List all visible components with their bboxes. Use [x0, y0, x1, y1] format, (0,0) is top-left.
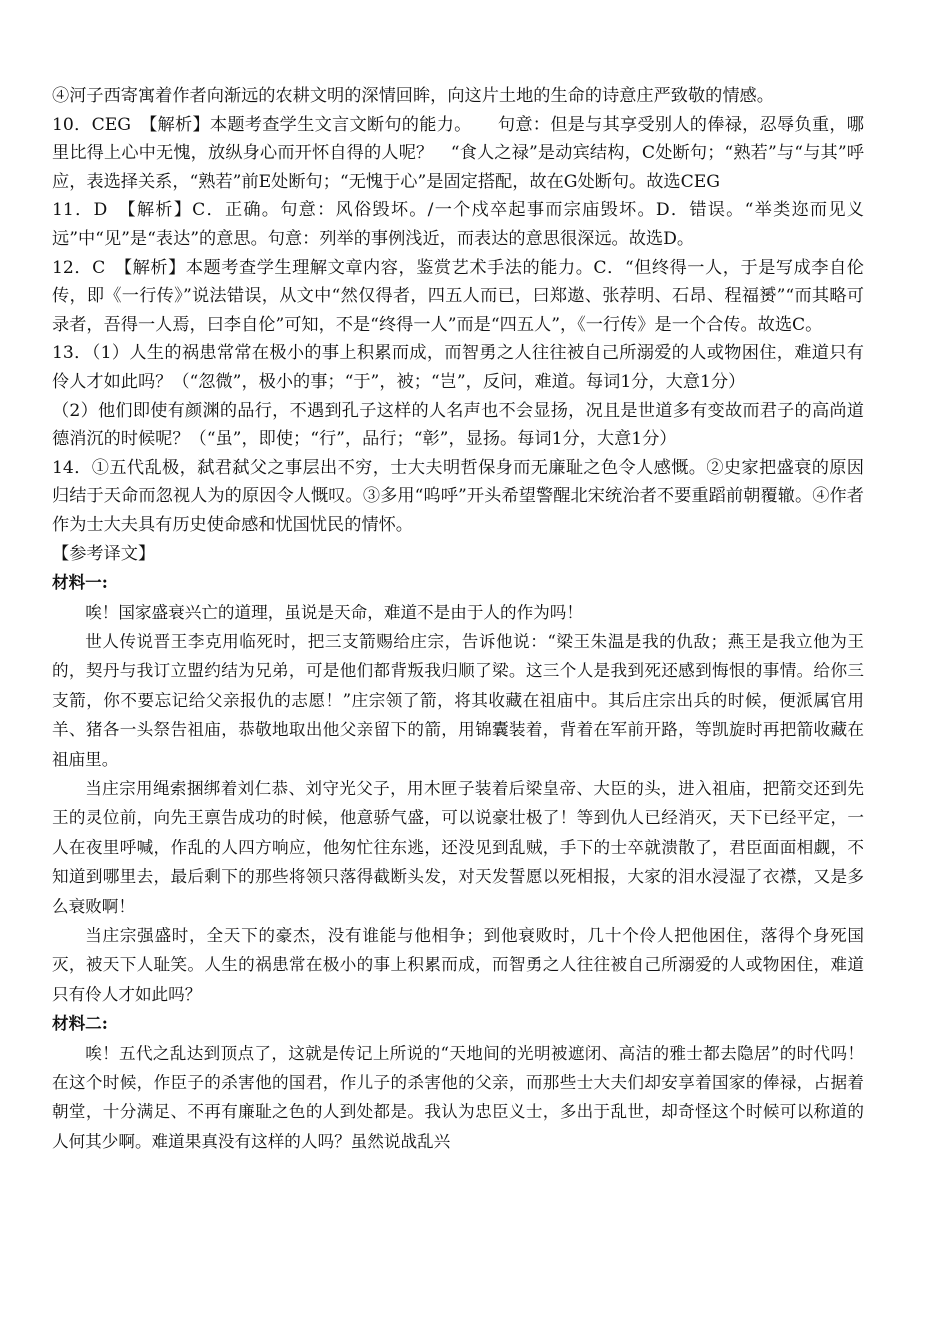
answer-10: 10．CEG 【解析】本题考查学生文言文断句的能力。 句意：但是与其享受别人的俸禄，忍辱负重，哪里比得上心中无愧，放纵身心而开怀自得的人呢？ “食人之禄”是动宾结构，C处断句；“熟若”与“与其”呼应，表选择关系，“熟若”前E处断句；“无愧于心”是固定搭配，故在G处断句。故选CEG — [52, 114, 864, 192]
material-1-title: 材料一: — [52, 572, 108, 593]
material-1-paragraph: 唉！国家盛衰兴亡的道理，虽说是天命，难道不是由于人的作为吗！ — [85, 602, 583, 622]
answer-14: 14．①五代乱极，弑君弑父之事层出不穷，士大夫明哲保身而无廉耻之色令人感慨。②史家把盛衰的原因归结于天命而忽视人为的原因令人慨叹。③多用“呜呼”开头希望警醒北宋统治者不要重蹈前朝覆辙。④作者作为士大夫具有历史使命感和忧国忧民的情怀。 — [52, 457, 864, 535]
answer-section — [52, 82, 864, 568]
answer-13-1: 13．（1）人生的祸患常常在极小的事上积累而成，而智勇之人往往被自己所溺爱的人或物困住，难道只有伶人才如此吗？（“忽微”，极小的事；“于”，被；“岂”，反问，难道。每词1分，大意1分） — [52, 343, 864, 392]
answer-9-4: ④河子西寄寓着作者向渐远的农耕文明的深情回眸，向这片土地的生命的诗意庄严致敬的情感。 — [52, 86, 774, 106]
material-1-paragraph: 当庄宗强盛时，全天下的豪杰，没有谁能与他相争；到他衰败时，几十个伶人把他困住，落得个身死国灭，被天下人耻笑。人生的祸患常在极小的事上积累而成，而智勇之人往往被自己所溺爱的人或物困住，难道只有伶人才如此吗？ — [52, 925, 864, 1004]
material-2-title: 材料二: — [52, 1013, 108, 1034]
material-2-paragraph: 唉！五代之乱达到顶点了，这就是传记上所说的“天地间的光明被遮闭、高洁的雅士都去隐居”的时代吗！在这个时候，作臣子的杀害他的国君，作儿子的杀害他的父亲，而那些士大夫们却安享着国家的俸禄，占据着朝堂，十分满足、不再有廉耻之色的人到处都是。我认为忠臣义士，多出于乱世，却奇怪这个时候可以称道的人何其少啊。难道果真没有这样的人吗？虽然说战乱兴 — [52, 1043, 864, 1151]
answer-11: 11．D 【解析】C．正确。句意：风俗毁坏。/一个戍卒起事而宗庙毁坏。D．错误。“举类迩而见义远”中“见”是“表达”的意思。句意：列举的事例浅近，而表达的意思很深远。故选D。 — [52, 200, 864, 249]
translation-section — [52, 568, 864, 1156]
answer-12: 12．C 【解析】本题考查学生理解文章内容，鉴赏艺术手法的能力。C．“但终得一人，于是写成李自伦传，即《一行传》”说法错误，从文中“然仅得者，四五人而已，曰郑遨、张荐明、石昂、程福赟”“而其略可录者，吾得一人焉，曰李自伦”可知，不是“终得一人”而是“四五人”，《一行传》是一个合传。故选C。 — [52, 257, 864, 335]
material-1-paragraph: 当庄宗用绳索捆绑着刘仁恭、刘守光父子，用木匣子装着后梁皇帝、大臣的头，进入祖庙，把箭交还到先王的灵位前，向先王禀告成功的时候，他意骄气盛，可以说豪壮极了！等到仇人已经消灭，天下已经平定，一人在夜里呼喊，作乱的人四方响应，他匆忙往东逃，还没见到乱贼，手下的士卒就溃散了，君臣面面相觑，不知道到哪里去，最后剩下的那些将领只落得截断头发，对天发誓愿以死相报，大家的泪水浸湿了衣襟，又是多么衰败啊！ — [52, 778, 864, 916]
reference-translation-heading: 【参考译文】 — [52, 543, 156, 564]
material-1-paragraph: 世人传说晋王李克用临死时，把三支箭赐给庄宗，告诉他说：“梁王朱温是我的仇敌；燕王是我立他为王的，契丹与我订立盟约结为兄弟，可是他们都背叛我归顺了梁。这三个人是我到死还感到悔恨的事情。给你三支箭，你不要忘记给父亲报仇的志愿！”庄宗领了箭，将其收藏在祖庙中。其后庄宗出兵的时候，便派属官用羊、猪各一头祭告祖庙，恭敬地取出他父亲留下的箭，用锦囊装着，背着在军前开路，等凯旋时再把箭收藏在祖庙里。 — [52, 631, 864, 769]
answer-13-2: （2）他们即使有颜渊的品行，不遇到孔子这样的人名声也不会显扬，况且是世道多有变故而君子的高尚道德消沉的时候呢？（“虽”，即使；“行”，品行；“彰”，显扬。每词1分，大意1分） — [52, 400, 864, 450]
